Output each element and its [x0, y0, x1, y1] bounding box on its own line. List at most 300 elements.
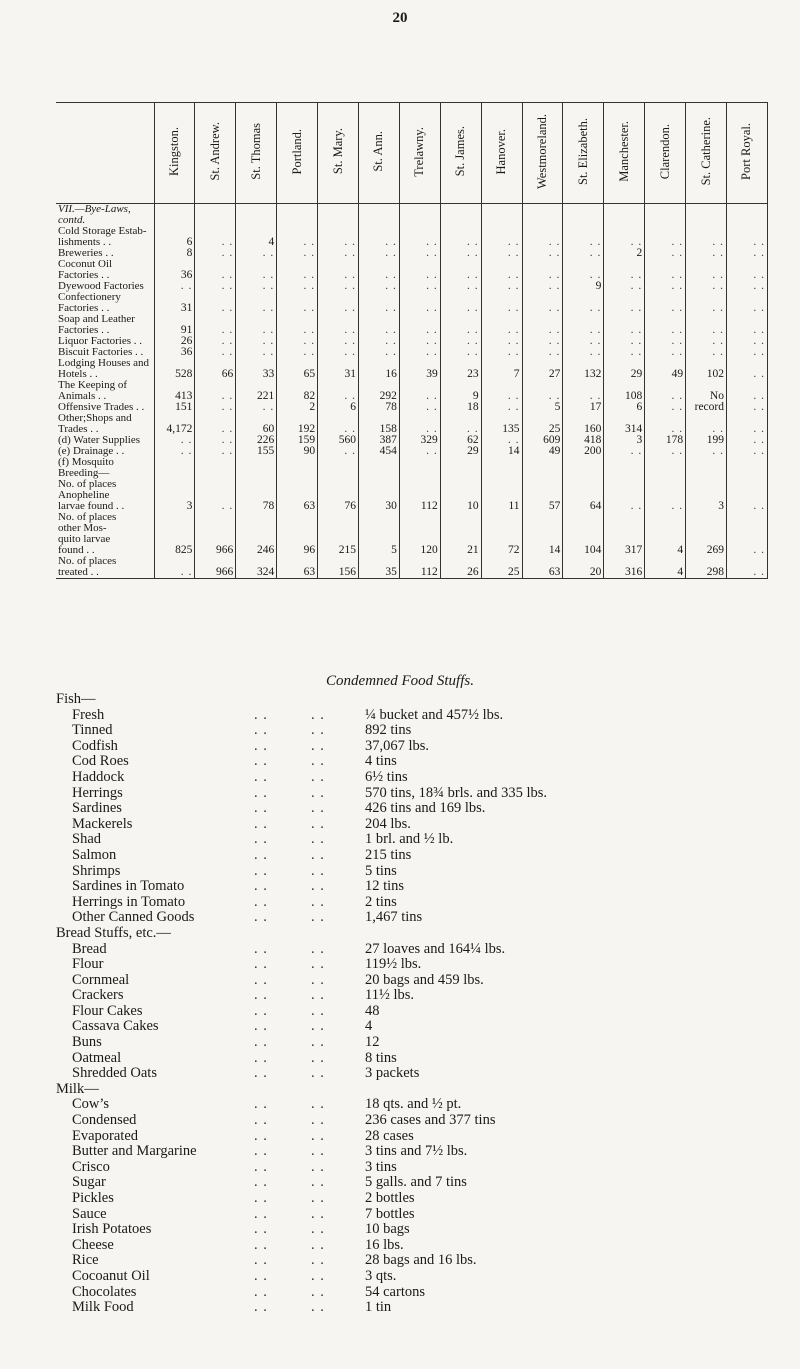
food-row [56, 910, 776, 926]
table-cell: 159 [277, 435, 318, 446]
row-label: The Keeping of [58, 379, 128, 391]
row-label: quito larvae [58, 533, 111, 545]
table-cell: . . [399, 270, 440, 281]
table-cell: 158 [358, 424, 399, 435]
table-cell [195, 457, 236, 468]
table-cell: 4 [236, 237, 277, 248]
row-label: treated . . [56, 567, 154, 579]
leader-dots: . . [254, 893, 268, 910]
table-cell: 2 [277, 402, 318, 413]
table-cell: . . [563, 270, 604, 281]
table-cell: . . [358, 325, 399, 336]
table-cell: . . [358, 248, 399, 259]
column-header-label: Port Royal. [739, 123, 754, 180]
table-row [56, 501, 768, 512]
table-cell [318, 468, 359, 479]
table-cell: 36 [154, 347, 195, 358]
table-row [56, 248, 768, 259]
food-item-name: Milk Food [72, 1299, 134, 1316]
table-cell: . . [726, 391, 767, 402]
column-header [686, 103, 727, 204]
leader-dots: . . [254, 1002, 268, 1019]
table-cell: . . [604, 446, 645, 457]
table-cell: . . [726, 402, 767, 413]
table-cell: 5 [358, 545, 399, 556]
table-row [56, 303, 768, 314]
table-cell [440, 523, 481, 534]
table-cell [522, 479, 563, 490]
table-cell [440, 468, 481, 479]
table-cell [318, 479, 359, 490]
table-cell: . . [318, 303, 359, 314]
row-label: Lodging Houses and [58, 357, 150, 369]
table-row [56, 468, 768, 479]
table-cell: . . [563, 248, 604, 259]
table-cell: 528 [154, 369, 195, 380]
table-row [56, 556, 768, 567]
table-cell: 4 [645, 545, 686, 556]
table-cell [726, 468, 767, 479]
food-item-quantity: 215 tins [365, 846, 412, 863]
food-item-quantity: 892 tins [365, 722, 412, 739]
column-header [481, 103, 522, 204]
table-cell: 49 [645, 369, 686, 380]
food-section-heading: Fish— [56, 691, 96, 707]
table-cell: 66 [195, 369, 236, 380]
table-cell [399, 215, 440, 226]
table-cell: 90 [277, 446, 318, 457]
table-row [56, 347, 768, 358]
table-cell: 104 [563, 545, 604, 556]
table-cell: 135 [481, 424, 522, 435]
leader-dots: . . [311, 706, 325, 723]
table-cell [399, 523, 440, 534]
table-cell: . . [195, 270, 236, 281]
table-cell: . . [563, 303, 604, 314]
table-cell: . . [195, 281, 236, 292]
table-cell: . . [195, 336, 236, 347]
food-item-quantity: 11½ lbs. [365, 987, 415, 1004]
row-label: Hotels . . [58, 368, 98, 380]
table-cell: 609 [522, 435, 563, 446]
table-cell: . . [726, 369, 767, 380]
table-row [56, 413, 768, 424]
table-cell: . . [481, 237, 522, 248]
table-header-row [56, 103, 768, 204]
food-item-quantity: 5 galls. and 7 tins [365, 1174, 467, 1191]
table-cell: . . [645, 248, 686, 259]
row-label: No. of places [58, 478, 117, 490]
table-cell: . . [318, 424, 359, 435]
food-row [56, 1269, 776, 1285]
table-cell: . . [522, 336, 563, 347]
table-cell: . . [399, 281, 440, 292]
table-cell: . . [195, 501, 236, 512]
leader-dots: . . [311, 1127, 325, 1144]
table-cell: . . [154, 446, 195, 457]
table-cell: . . [645, 402, 686, 413]
leader-dots: . . [311, 1112, 325, 1129]
table-cell [399, 468, 440, 479]
table-cell: 132 [563, 369, 604, 380]
table-cell: 6 [604, 402, 645, 413]
column-header-label: Hanover. [494, 128, 509, 175]
table-cell [236, 468, 277, 479]
food-row [56, 1004, 776, 1020]
row-label: Breweries . . [58, 247, 114, 259]
table-cell: . . [318, 347, 359, 358]
leader-dots: . . [254, 1018, 268, 1035]
table-cell: 78 [358, 402, 399, 413]
leader-dots: . . [311, 862, 325, 879]
table-cell [604, 512, 645, 523]
food-item-quantity: 18 qts. and ½ pt. [365, 1096, 462, 1113]
table-cell: . . [726, 501, 767, 512]
table-cell [318, 457, 359, 468]
table-cell: . . [686, 270, 727, 281]
table-row [56, 358, 768, 369]
food-item-name: Sardines [72, 800, 122, 817]
table-cell: . . [236, 325, 277, 336]
leader-dots: . . [311, 831, 325, 848]
page-number: 20 [392, 10, 408, 26]
table-cell [686, 457, 727, 468]
table-cell: 3 [686, 501, 727, 512]
table-row [56, 534, 768, 545]
table-row [56, 424, 768, 435]
leader-dots: . . [311, 753, 325, 770]
table-cell: 9 [563, 281, 604, 292]
table-cell: . . [726, 248, 767, 259]
table-cell: No [686, 391, 727, 402]
table-cell: 82 [277, 391, 318, 402]
table-cell [726, 523, 767, 534]
food-item-name: Rice [72, 1252, 99, 1269]
food-item-quantity: 37,067 lbs. [365, 737, 430, 754]
table-cell: 31 [318, 369, 359, 380]
table-cell: 27 [522, 369, 563, 380]
table-cell [481, 479, 522, 490]
table-cell: 31 [154, 303, 195, 314]
leader-dots: . . [254, 846, 268, 863]
table-cell: 324 [236, 567, 277, 579]
row-label: (f) Mosquito [58, 456, 114, 468]
table-cell [358, 457, 399, 468]
table-cell: . . [440, 424, 481, 435]
row-label: (e) Drainage . . [58, 445, 125, 457]
table-cell: 7 [481, 369, 522, 380]
table-cell: . . [195, 347, 236, 358]
food-item-quantity: 1 tin [365, 1299, 392, 1316]
food-item-name: Irish Potatoes [72, 1221, 152, 1238]
table-cell [686, 523, 727, 534]
row-label: other Mos- [58, 522, 107, 534]
table-row [56, 523, 768, 534]
table-cell [604, 204, 645, 216]
food-row [56, 864, 776, 880]
table-cell: 269 [686, 545, 727, 556]
column-header-label: St. Andrew. [207, 122, 222, 181]
leader-dots: . . [311, 909, 325, 926]
table-cell [604, 468, 645, 479]
table-cell [195, 523, 236, 534]
leader-dots: . . [311, 1018, 325, 1035]
food-row [56, 848, 776, 864]
food-item-name: Shad [72, 831, 101, 848]
table-cell [154, 468, 195, 479]
food-item-name: Cornmeal [72, 971, 130, 988]
leader-dots: . . [254, 1205, 268, 1222]
table-cell: . . [399, 446, 440, 457]
table-cell: . . [195, 303, 236, 314]
leader-dots: . . [254, 971, 268, 988]
table-cell [645, 512, 686, 523]
table-row [56, 369, 768, 380]
table-cell: 215 [318, 545, 359, 556]
food-item-name: Evaporated [72, 1127, 139, 1144]
table-cell: . . [645, 325, 686, 336]
table-cell: . . [195, 248, 236, 259]
table-cell: . . [563, 391, 604, 402]
leader-dots: . . [254, 956, 268, 973]
table-cell [604, 523, 645, 534]
leader-dots: . . [254, 1127, 268, 1144]
table-cell [399, 204, 440, 216]
table-cell: 25 [481, 567, 522, 579]
table-row [56, 325, 768, 336]
table-cell: . . [277, 303, 318, 314]
table-cell: . . [522, 303, 563, 314]
table-cell [236, 457, 277, 468]
table-cell: 25 [522, 424, 563, 435]
food-row [56, 1097, 776, 1113]
food-item-name: Butter and Margarine [72, 1143, 197, 1160]
leader-dots: . . [311, 1267, 325, 1284]
table-cell [686, 215, 727, 226]
table-cell [645, 457, 686, 468]
table-cell: 292 [358, 391, 399, 402]
leader-dots: . . [254, 1158, 268, 1175]
food-item-name: Chocolates [72, 1283, 137, 1300]
table-cell: . . [522, 270, 563, 281]
table-row [56, 380, 768, 391]
column-header-label: Portland. [289, 128, 304, 175]
table-cell: 91 [154, 325, 195, 336]
table-cell: 10 [440, 501, 481, 512]
food-section-heading: Milk— [56, 1080, 99, 1097]
table-cell: . . [195, 402, 236, 413]
table-cell: . . [563, 347, 604, 358]
table-cell: 29 [440, 446, 481, 457]
table-cell: . . [358, 347, 399, 358]
leader-dots: . . [254, 1283, 268, 1300]
table-cell [645, 215, 686, 226]
leader-dots: . . [254, 1034, 268, 1051]
row-label: Animals . . [58, 390, 107, 402]
table-cell [277, 468, 318, 479]
table-cell [236, 523, 277, 534]
table-cell [195, 204, 236, 216]
food-row [56, 1285, 776, 1301]
leader-dots: . . [311, 768, 325, 785]
food-item-quantity: 8 tins [365, 1049, 397, 1066]
food-row [56, 1207, 776, 1223]
table-cell: . . [399, 347, 440, 358]
table-cell [154, 204, 195, 216]
table-cell: 4,172 [154, 424, 195, 435]
table-row [56, 435, 768, 446]
row-label: Dyewood Factories [58, 280, 144, 292]
table-cell: . . [236, 303, 277, 314]
leader-dots: . . [254, 1236, 268, 1253]
table-cell: 76 [318, 501, 359, 512]
table-cell: . . [440, 303, 481, 314]
leader-dots: . . [254, 1190, 268, 1206]
leader-dots: . . [254, 909, 268, 926]
table-cell: 156 [318, 567, 359, 579]
table-cell [563, 215, 604, 226]
column-header-label: Kingston. [166, 127, 181, 176]
leader-dots: . . [311, 1049, 325, 1066]
row-label: Other;Shops and [58, 412, 132, 424]
food-item-name: Other Canned Goods [72, 909, 195, 926]
column-header-label: Manchester. [616, 121, 631, 182]
condemned-food-list [56, 692, 776, 1316]
table-cell [277, 479, 318, 490]
food-item-name: Sugar [72, 1174, 106, 1191]
food-item-name: Tinned [72, 722, 113, 739]
table-cell: 155 [236, 446, 277, 457]
column-header [318, 103, 359, 204]
table-cell [154, 215, 195, 226]
food-item-name: Condensed [72, 1112, 137, 1129]
table-cell: . . [604, 270, 645, 281]
food-item-name: Buns [72, 1034, 102, 1051]
table-cell: 966 [195, 545, 236, 556]
food-row [56, 1035, 776, 1051]
leader-dots: . . [311, 878, 325, 895]
table-cell: . . [481, 391, 522, 402]
food-item-quantity: 28 cases [365, 1127, 414, 1144]
table-cell: 18 [440, 402, 481, 413]
table-cell [726, 512, 767, 523]
table-cell: 17 [563, 402, 604, 413]
table-cell: . . [236, 248, 277, 259]
food-section-heading: Bread Stuffs, etc.— [56, 924, 171, 941]
table-cell: 2 [604, 248, 645, 259]
column-header [604, 103, 645, 204]
food-row [56, 879, 776, 895]
food-row [56, 1300, 776, 1316]
table-cell: . . [726, 567, 767, 579]
food-item-quantity: 236 cases and 377 tins [365, 1112, 496, 1129]
table-cell: . . [440, 347, 481, 358]
table-cell: 112 [399, 567, 440, 579]
table-cell [358, 468, 399, 479]
row-label: Factories . . [58, 269, 110, 281]
table-cell: 36 [154, 270, 195, 281]
food-row [56, 1066, 776, 1082]
column-header [522, 103, 563, 204]
table-cell [563, 468, 604, 479]
table-cell: . . [686, 424, 727, 435]
table-cell: . . [318, 446, 359, 457]
table-cell [604, 457, 645, 468]
table-cell: . . [604, 237, 645, 248]
table-cell: . . [236, 270, 277, 281]
leader-dots: . . [254, 1112, 268, 1129]
food-item-quantity: 10 bags [365, 1221, 410, 1238]
table-cell: 11 [481, 501, 522, 512]
leader-dots: . . [254, 1174, 268, 1191]
table-cell: . . [604, 501, 645, 512]
table-cell: 454 [358, 446, 399, 457]
column-header-label: St. Thomas [248, 123, 263, 180]
table-cell [481, 215, 522, 226]
food-item-quantity: 3 qts. [365, 1267, 397, 1284]
leader-dots: . . [254, 940, 268, 957]
table-row [56, 237, 768, 248]
table-cell: . . [522, 391, 563, 402]
food-item-quantity: 4 [365, 1018, 373, 1035]
column-header [645, 103, 686, 204]
table-cell: . . [399, 336, 440, 347]
food-item-quantity: 2 tins [365, 893, 397, 910]
table-cell: . . [440, 248, 481, 259]
table-cell: . . [236, 336, 277, 347]
table-cell [318, 215, 359, 226]
table-row [56, 545, 768, 556]
table-cell: . . [318, 270, 359, 281]
leader-dots: . . [254, 1221, 268, 1238]
table-cell: . . [399, 402, 440, 413]
leader-dots: . . [311, 815, 325, 832]
leader-dots: . . [311, 1190, 325, 1206]
leader-dots: . . [254, 1065, 268, 1082]
leader-dots: . . [311, 1174, 325, 1191]
leader-dots: . . [254, 987, 268, 1004]
table-cell [522, 512, 563, 523]
table-cell: . . [686, 281, 727, 292]
column-header [563, 103, 604, 204]
table-row [56, 567, 768, 579]
food-item-name: Sardines in Tomato [72, 878, 185, 895]
table-cell [358, 204, 399, 216]
table-cell: . . [440, 237, 481, 248]
row-label: (d) Water Supplies [58, 434, 141, 446]
table-cell: . . [481, 248, 522, 259]
table-cell: . . [645, 303, 686, 314]
table-cell: 5 [522, 402, 563, 413]
table-cell: . . [481, 303, 522, 314]
table-cell: . . [686, 446, 727, 457]
table-cell: 102 [686, 369, 727, 380]
leader-dots: . . [311, 722, 325, 739]
food-row [56, 1113, 776, 1129]
leader-dots: . . [254, 753, 268, 770]
table-cell: . . [645, 347, 686, 358]
leader-dots: . . [254, 784, 268, 801]
column-header [277, 103, 318, 204]
table-cell: . . [277, 336, 318, 347]
food-row [56, 1238, 776, 1254]
table-cell [522, 457, 563, 468]
table-cell: . . [481, 402, 522, 413]
table-cell: . . [686, 347, 727, 358]
table-cell: . . [604, 303, 645, 314]
food-item-quantity: 16 lbs. [365, 1236, 404, 1253]
table-cell: 226 [236, 435, 277, 446]
